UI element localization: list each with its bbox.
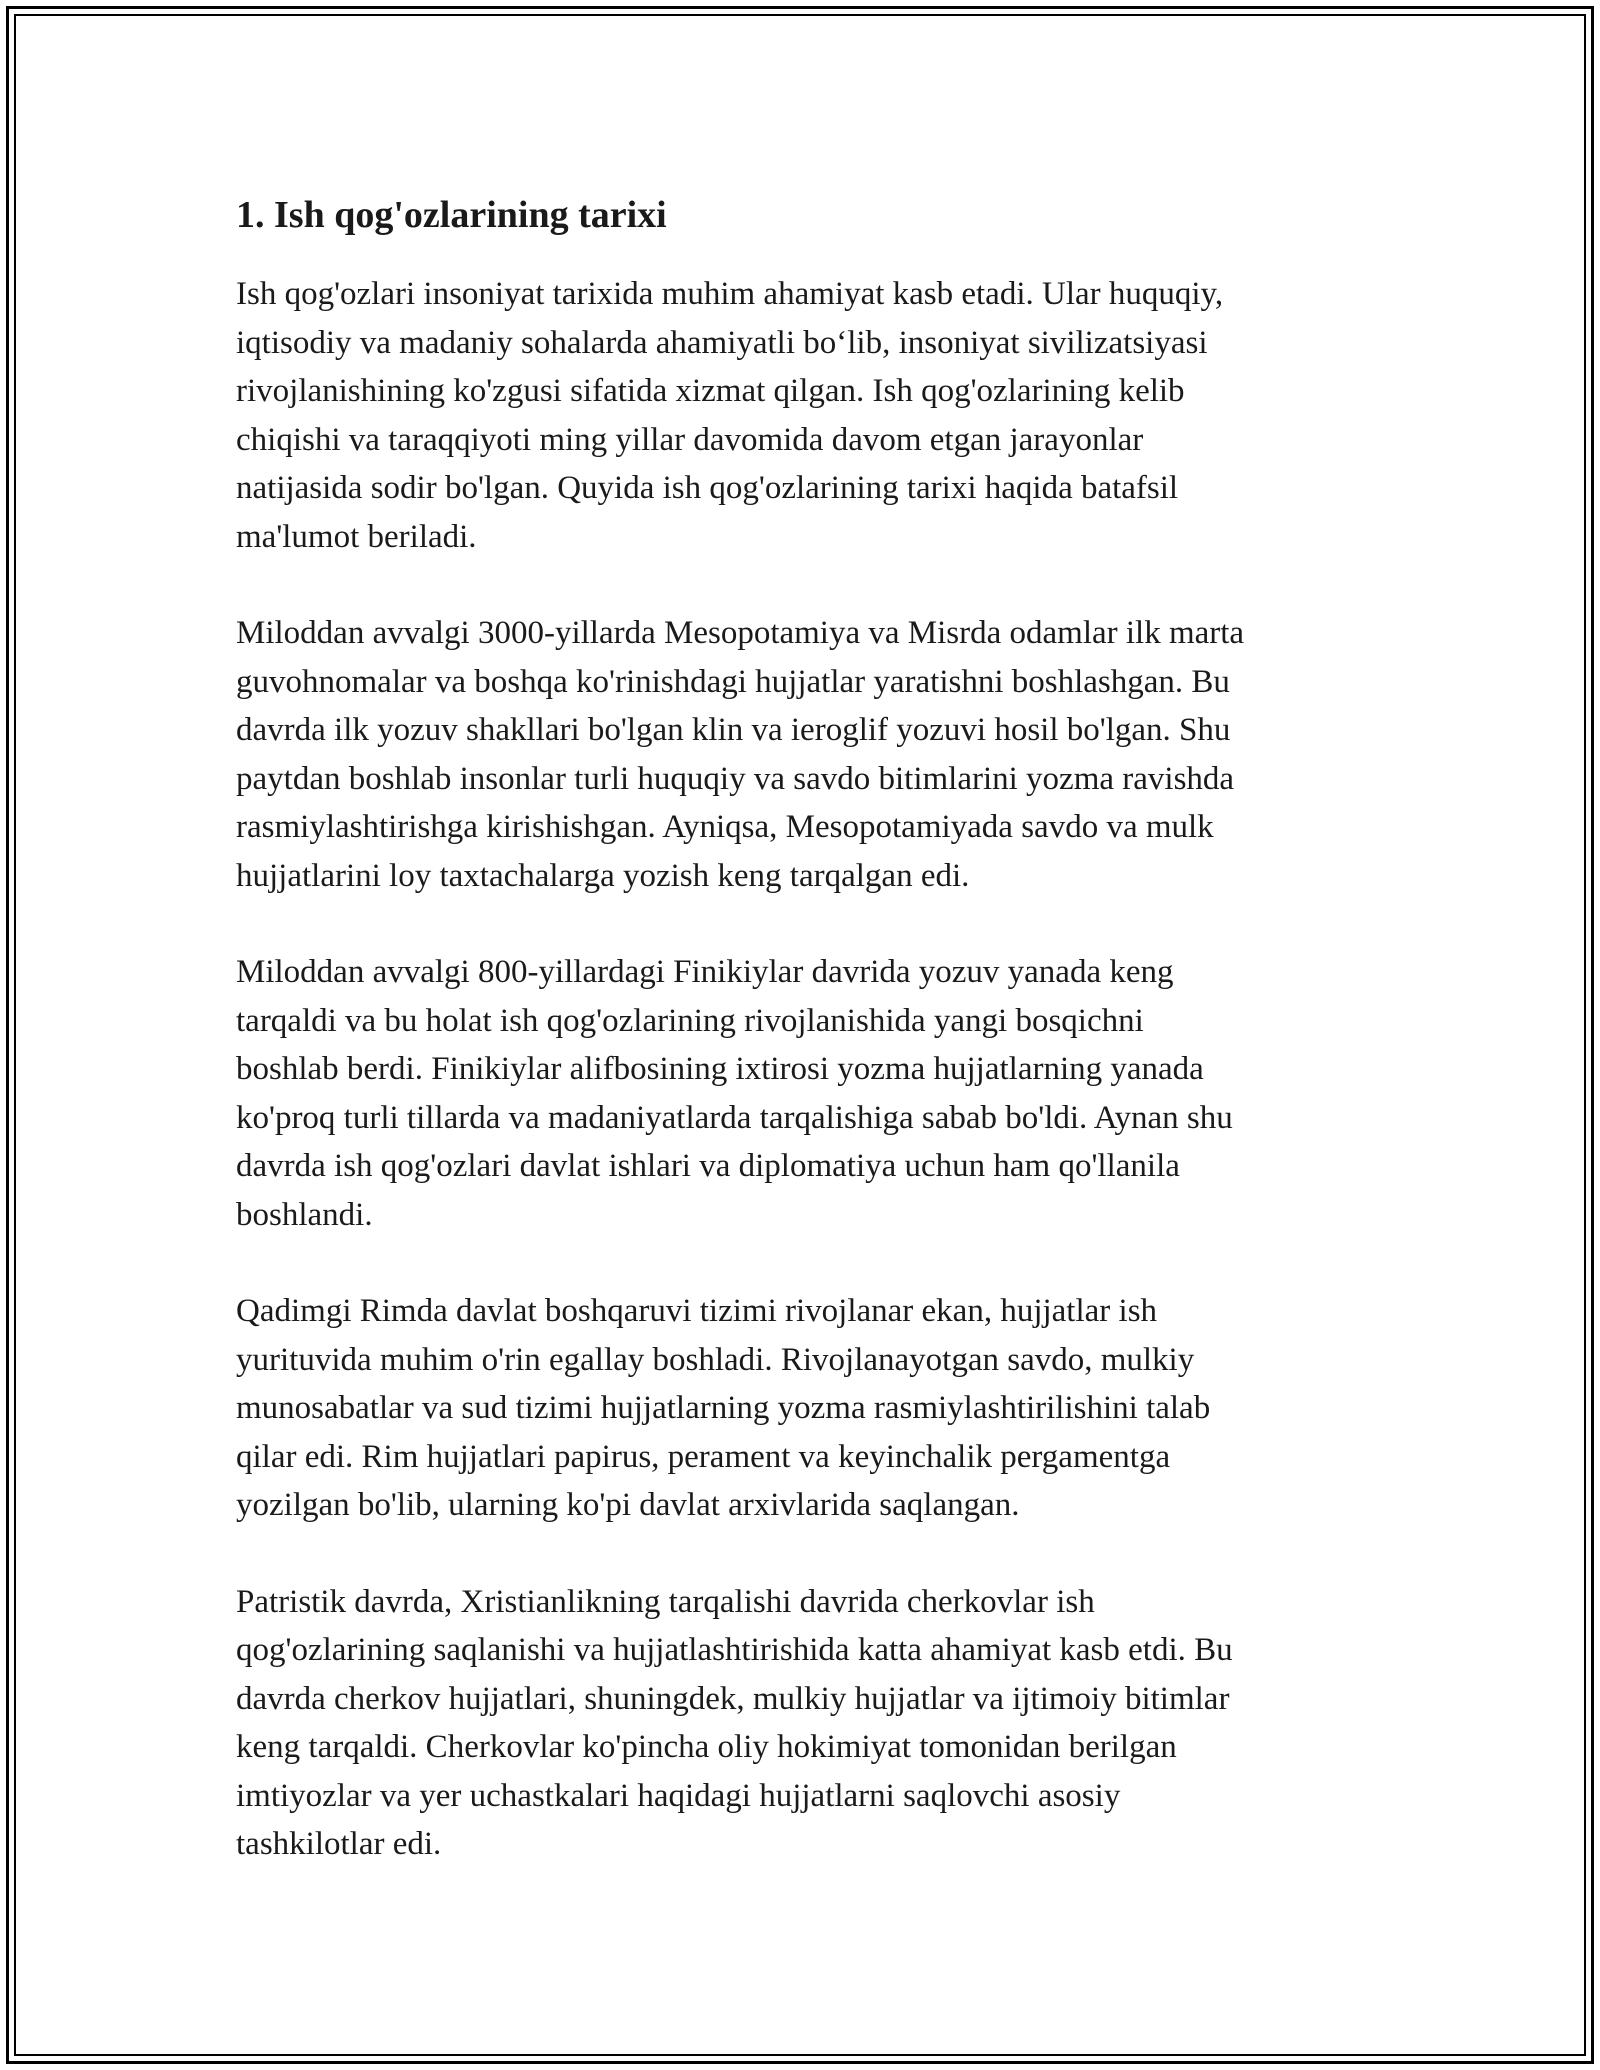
paragraph-intro: Ish qog'ozlari insoniyat tarixida muhim ahamiyat kasb etadi. Ular huquqiy, iqtisodiy va madaniy sohalarda ahamiyatli bo‘lib, insoniyat sivilizatsiyasi rivojlanishining ko'zgusi sifatida xizmat qilgan. Ish qog'ozlarining kelib chiqishi va taraqqiyoti ming yillar davomida davom etgan jarayonlar natijasida sodir bo'lgan. Quyida ish qog'ozlarining tarixi haqida batafsil ma'lumot beriladi.	[236, 276, 1224, 555]
paragraph-patristic-era: Patristik davrda, Xristianlikning tarqalishi davrida cherkovlar ish qog'ozlarining saqlanishi va hujjatlashtirishida katta ahamiyat kasb etdi. Bu davrda cherkov hujjatlari, shuningdek, mulkiy hujjatlar va ijtimoiy bitimlar keng tarqaldi. Cherkovlar ko'pincha oliy hokimiyat tomonidan berilgan imtiyozlar va yer uchastkalari haqidagi hujjatlarni saqlovchi asosiy tashkilotlar edi.	[236, 1583, 1233, 1862]
paragraph-phoenicians: Miloddan avvalgi 800-yillardagi Finikiylar davrida yozuv yanada keng tarqaldi va bu holat ish qog'ozlarining rivojlanishida yangi bosqichni boshlab berdi. Finikiylar alifbosining ixtirosi yozma hujjatlarning yanada ko'proq turli tillarda va madaniyatlarda tarqalishiga sabab bo'ldi. Aynan shu davrda ish qog'ozlari davlat ishlari va diplomatiya uchun ham qo'llanila boshlandi.	[236, 954, 1233, 1233]
section-heading: 1. Ish qog'ozlarining tarixi	[236, 194, 667, 236]
document-body	[236, 190, 1376, 1917]
paragraph-mesopotamia: Miloddan avvalgi 3000-yillarda Mesopotamiya va Misrda odamlar ilk marta guvohnomalar va boshqa ko'rinishdagi hujjatlar yaratishni boshlashgan. Bu davrda ilk yozuv shakllari bo'lgan klin va ieroglif yozuvi hosil bo'lgan. Shu paytdan boshlab insonlar turli huquqiy va savdo bitimlarini yozma ravishda rasmiylashtirishga kirishishgan. Ayniqsa, Mesopotamiyada savdo va mulk hujjatlarini loy taxtachalarga yozish keng tarqalgan edi.	[236, 615, 1245, 894]
paragraph-ancient-rome: Qadimgi Rimda davlat boshqaruvi tizimi rivojlanar ekan, hujjatlar ish yurituvida muhim o'rin egallay boshladi. Rivojlanayotgan savdo, mulkiy munosabatlar va sud tizimi hujjatlarning yozma rasmiylashtirilishini talab qilar edi. Rim hujjatlari papirus, perament va keyinchalik pergamentga yozilgan bo'lib, ularning ko'pi davlat arxivlarida saqlangan.	[236, 1293, 1211, 1523]
